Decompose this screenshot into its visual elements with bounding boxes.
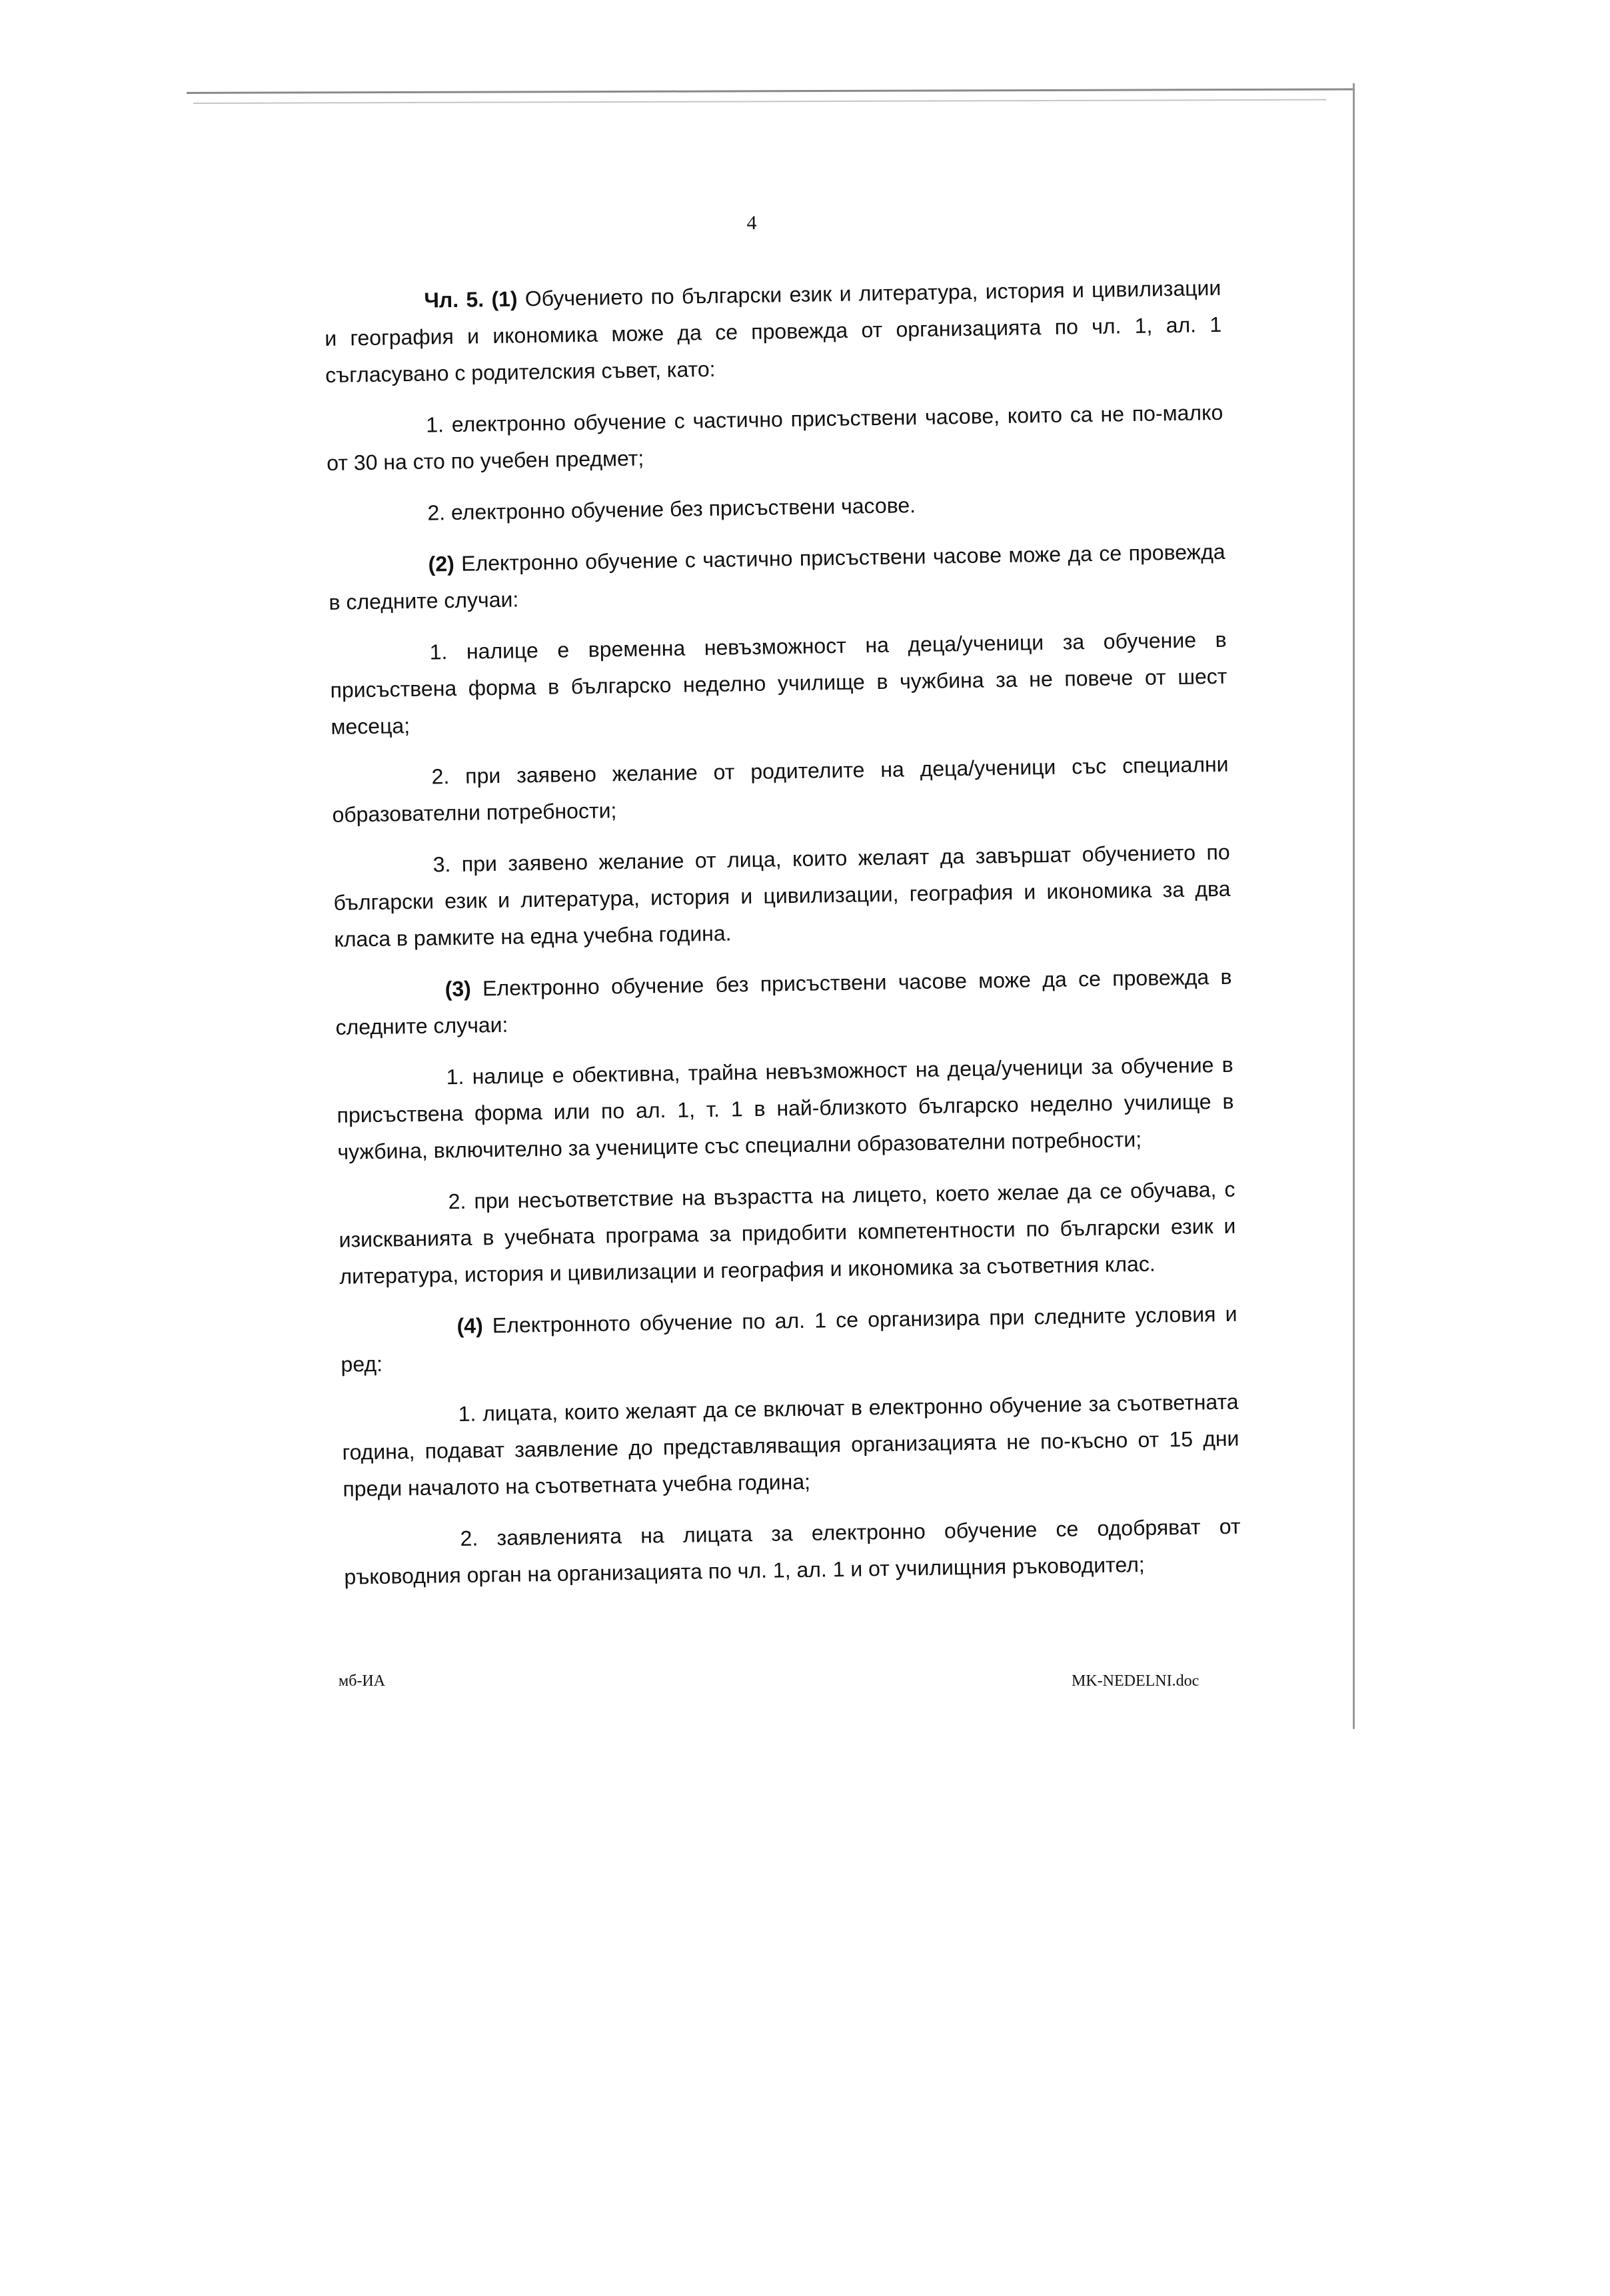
para-text: Обучението по български език и литература, история и цивилизации и география и икономика може да се провежда от организацията по чл. 1, ал. 1 съгласувано с родителския съвет, като: — [325, 275, 1222, 387]
para-number: (2) — [428, 551, 455, 576]
article-label: Чл. 5. — [424, 287, 484, 312]
para-text: Електронно обучение с частично присъствени часове може да се провежда в следните случаи: — [329, 539, 1225, 614]
article-5-para-1 — [324, 270, 1222, 394]
para-number: (3) — [444, 976, 472, 1001]
document-body — [324, 270, 1241, 1610]
scan-right-edge-line — [1353, 83, 1355, 1729]
page-number: 4 — [746, 212, 757, 234]
footer-file-name: MK-NEDELNI.doc — [1072, 1672, 1200, 1690]
list-item: 2. електронно обучение без присъствени часове. — [427, 493, 916, 525]
list-item: 2. при несъответствие на възрастта на лицето, което желае да се обучава, с изискванията в учебната програма за придобити компетентности по български език и литература, история и цивилизации и география и икономика за съответния клас. — [339, 1177, 1236, 1289]
para-text: Електронното обучение по ал. 1 се организира при следните условия и ред: — [341, 1301, 1237, 1377]
footer-author-code: мб-ИА — [339, 1672, 386, 1690]
article-5-para-4 — [340, 1296, 1238, 1383]
para-number: (1) — [491, 287, 518, 312]
article-5-para-3 — [335, 959, 1233, 1046]
list-item: 2. заявленията на лицата за електронно обучение се одобряват от ръководния орган на организацията по чл. 1, ал. 1 и от училищния ръководител; — [344, 1514, 1241, 1589]
list-item: 1. налице е временна невъзможност на деца/ученици за обучение в присъствена форма в българско неделно училище в чужбина за не повече от шест месеца; — [330, 627, 1227, 739]
para-text: Електронно обучение без присъствени часове може да се провежда в следните случаи: — [335, 964, 1232, 1039]
list-item: 1. електронно обучение с частично присъствени часове, които са не по-малко от 30 на сто по учебен предмет; — [326, 400, 1223, 475]
article-5-para-2 — [328, 534, 1226, 621]
scan-top-edge-line-faint — [193, 99, 1326, 104]
list-item: 1. лицата, които желаят да се включат в електронно обучение за съответната година, подават заявление до представляващия организацията не по-късно от 15 дни преди началото на съответната учебна година; — [342, 1389, 1239, 1501]
list-item: 2. при заявено желание от родителите на деца/ученици със специални образователни потребности; — [332, 752, 1229, 827]
list-item: 1. налице е обективна, трайна невъзможност на деца/ученици за обучение в присъствена форма или по ал. 1, т. 1 в най-близкото българско неделно училище в чужбина, включително за учениците със специални образователни потребности; — [337, 1052, 1234, 1164]
para-number: (4) — [456, 1313, 483, 1339]
scan-top-edge-line — [187, 89, 1353, 94]
list-item: 3. при заявено желание от лица, които желаят да завършат обучението по български език и литература, история и цивилизации, география и икономика за два класа в рамките на една учебна година. — [333, 840, 1231, 951]
